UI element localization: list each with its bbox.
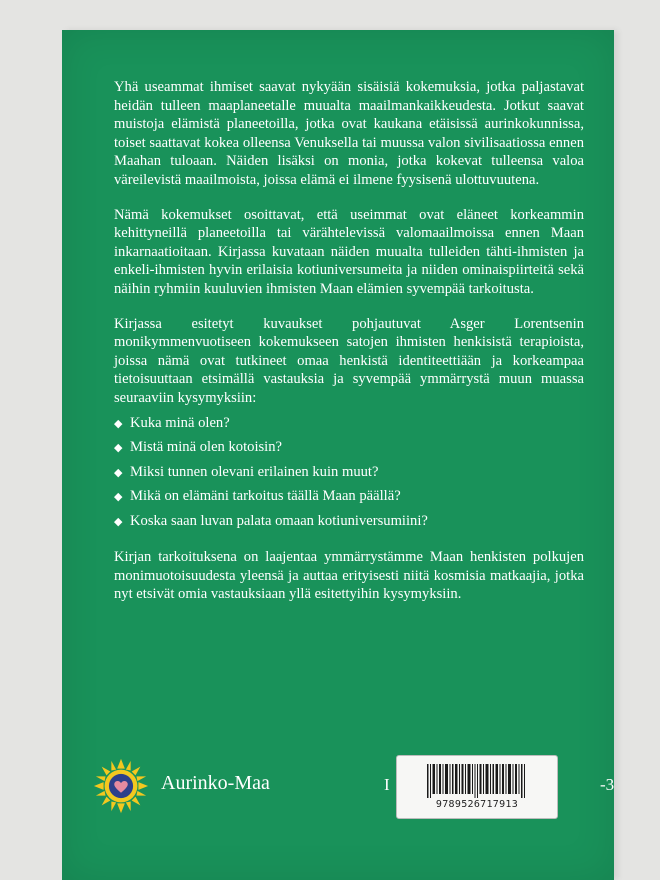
question-item (114, 510, 584, 535)
diamond-bullet-icon: ◆ (114, 515, 123, 528)
question-item (114, 485, 584, 510)
question-text: Mikä on elämäni tarkoitus täällä Maan päällä? (130, 488, 401, 504)
question-list (114, 412, 584, 535)
blurb-text (114, 78, 584, 620)
barcode-icon (427, 764, 527, 798)
isbn-fragment-left: I (384, 775, 390, 794)
question-text: Miksi tunnen olevani erilainen kuin muut? (130, 463, 379, 480)
barcode-sticker (396, 755, 558, 819)
book-back-cover (62, 30, 614, 880)
blurb-paragraph-4: Kirjan tarkoituksena on laajentaa ymmärrystämme Maan henkisten polkujen monimuotoisuudesta yleensä ja auttaa erityisesti niitä kosmisia matkaajia, jotka nyt etsivät omia vastauksiaan yllä esitettyihin kysymyksiin. (114, 549, 584, 603)
question-text: Kuka minä olen? (130, 414, 230, 431)
blurb-paragraph-3: Kirjassa esitetyt kuvaukset pohjautuvat Asger Lorentsenin monikymmenvuotiseen kokemukseen satojen ihmisten henkisistä terapioista, joissa nämä ovat tutkineet omaa henkistä identiteettiään ja korkeampaa tietoisuuttaan etsimällä vastauksia ja syvempää ymmärrystä muun muassa seuraaviin kysymyksiin: (114, 315, 584, 406)
blurb-paragraph-1: Yhä useammat ihmiset saavat nykyään sisäisiä kokemuksia, jotka paljastavat heidän tulleen maaplaneetalle muualta maailmankaikkeudesta. Jotkut saavat muistoja elämistä planeetoilla, jotka ovat kaukana etäisissä aurinkokunnissa, toiset saattavat kokea olleensa Venuksella tai muussa valon sivilisaatiossa ennen Maahan tuloaan. Näiden lisäksi on monia, jotka kokevat tulleensa valoa väreilevistä maailmoista, joissa elämä ei ilmene fyysisenä ulottuvuutena. (114, 79, 584, 188)
publisher-name: Aurinko-Maa (161, 772, 270, 794)
question-item (114, 412, 584, 437)
diamond-bullet-icon: ◆ (114, 466, 123, 479)
sun-heart-logo-icon (92, 757, 150, 815)
question-text: Koska saan luvan palata omaan kotiuniversumiini? (130, 512, 428, 529)
blurb-paragraph-2: Nämä kokemukset osoittavat, että useimmat ovat eläneet korkeammin kehittyneillä planeetoilla tai värähtelevissä valomaailmoissa ennen Maan inkarnaatioitaan. Kirjassa kuvataan näiden muualta tulleiden tähti-ihmisten ja enkeli-ihmisten hyvin erilaisia kotiuniversumeita ja niiden ominaispiirteitä sekä näihin ryhmiin kuuluvien ihmisten Maan elämien syvempää tarkoitusta. (114, 206, 584, 297)
barcode-number: 9789526717913 (435, 799, 519, 810)
question-item (114, 436, 584, 461)
question-item (114, 461, 584, 486)
isbn-fragment-right: -3 (600, 775, 615, 794)
diamond-bullet-icon: ◆ (114, 417, 123, 430)
question-text: Mistä minä olen kotoisin? (130, 439, 283, 455)
diamond-bullet-icon: ◆ (114, 442, 123, 454)
diamond-bullet-icon: ◆ (114, 491, 123, 503)
